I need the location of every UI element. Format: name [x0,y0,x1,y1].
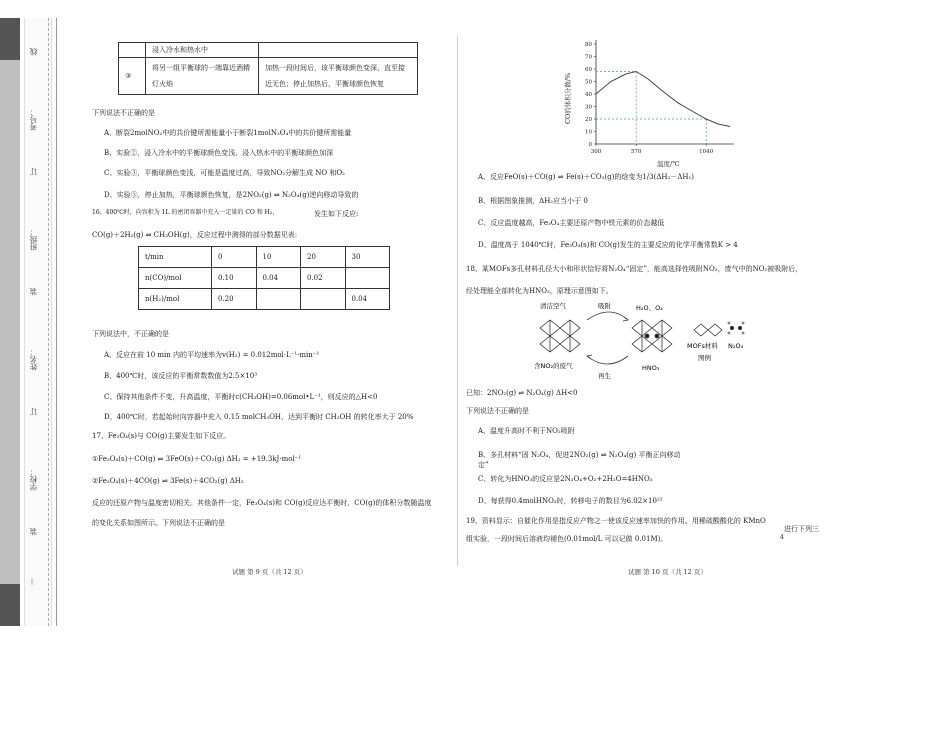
label-clean-air: 清洁空气 [540,302,566,310]
q16-data-table [138,246,390,310]
q18-option-b-tail: 定” [478,461,489,469]
chart-y-tick-label: 10 [585,129,592,136]
table-row [139,268,390,289]
label-hno3: HNO₃ [642,364,660,372]
chart-x-tick-label: 570 [630,149,642,155]
label-h2o-o2: H₂O、O₂ [636,304,663,312]
q16-stem: 16、400℃时，向容积为 1L 的密闭容器中充入一定量的 CO 和 H₂， [92,209,279,216]
binding-block-bottom [0,584,20,626]
q18-known: 已知：2NO₂(g) ⇌ N₂O₄(g) ΔH<0 [466,389,578,397]
q16-prompt: 下列说法中，不正确的是 [92,330,169,338]
table-cell: 浸入冷水和热水中 [146,43,259,58]
binding-label: 订 [29,408,38,416]
table-row [139,289,390,310]
q19-subscript: 4 [780,534,784,541]
mofs-mesh-left [540,320,580,352]
binding-margin [0,18,74,626]
q18-stem: 18、某MOFs多孔材料孔径大小和形状恰好将N₂O₄“固定”，能高选择性吸附NO₂，废气中的NO₂被吸附后， [466,265,803,273]
q17-option-d[interactable]: D、温度高于 1040℃时，Fe₃O₄(s)和 CO(g)发生的主要反应的化学平衡常数K > 4 [478,241,738,249]
q17-equation-2: ②Fe₃O₄(s)＋4CO(g) ⇌ 3Fe(s)＋4CO₂(g) ΔH₂ [92,477,244,485]
table-header-cell: t/min [139,247,212,268]
q16-option-c[interactable]: C、保持其他条件不变，升高温度，平衡时c(CH₃OH)=0.06mol•L⁻¹，则反应的△H<0 [104,393,378,401]
q18-option-c[interactable]: C、转化为HNO₃的反应是2N₂O₄+O₂+2H₂O=4HNO₃ [478,475,653,483]
binding-label: 装 [29,288,38,296]
q17-equation-1: ①Fe₃O₄(s)＋CO(g) ⇌ 3FeO(s)＋CO₂(g) ΔH₁ = +19.3kJ·mol⁻¹ [92,455,302,463]
label-regenerate: 再生 [598,372,611,380]
q15-option-a[interactable]: A、断裂2molNO₂中的共价键所需能量小于断裂1molN₂O₄中的共价键所需能量 [104,129,352,137]
q15-option-b[interactable]: B、实验②，浸入冷水中的平衡球颜色变浅、浸入热水中的平衡球颜色加深 [104,149,334,157]
table-cell [119,43,146,58]
binding-strip [0,18,20,626]
q19-stem: 19、资料显示：自催化作用是指反应产物之一使该反应速率加快的作用。用稀硫酸酸化的 KMnO [466,517,766,525]
chart-y-tick-label: 70 [585,54,592,61]
label-waste-gas: 含NO₂的废气 [534,362,573,370]
q18-prompt: 下列说法不正确的是 [466,407,529,415]
chart-y-tick-label: 50 [585,79,592,86]
table-cell: 将另一组平衡球的一端靠近酒精灯火焰 [146,58,259,95]
table-cell [345,268,390,289]
q16-option-d[interactable]: D、400℃时，若起始时向容器中充入 0.15 molCH₃OH，达到平衡时 CH₃OH 的转化率大于 20% [104,413,414,421]
binding-label: 学校： [29,468,38,491]
q18-option-d[interactable]: D、每获得0.4molHNO₃时，转移电子的数目为6.02×10²² [478,497,663,505]
table-header-cell: 10 [256,247,301,268]
legend-mofs-mesh [694,324,722,336]
legend-label-mofs: MOFs材料 [687,342,718,350]
chart-x-axis-label: 温度/℃ [657,160,680,168]
mofs-cycle-diagram [532,298,792,388]
table-cell: ③ [119,58,146,95]
table-row [119,43,418,58]
q17-option-b[interactable]: B、根据图象推测，ΔH₂应当小于 0 [478,197,588,205]
chart-y-tick-label: 30 [585,104,592,111]
q18-stem-2: 经处理能全部转化为HNO₃，原理示意图如下。 [466,287,613,295]
table-header-cell: 30 [345,247,390,268]
regen-arrowhead [587,355,592,359]
q17-option-a[interactable]: A、反应FeO(s)＋CO(g) ⇌ Fe(s)＋CO₂(g)的焓变为1/3(ΔH₂－ΔH₁) [478,173,694,181]
binding-dashed-line [48,18,49,626]
column-divider [457,36,458,566]
chart-x-tick-label: 1040 [699,149,714,155]
q16-option-b[interactable]: B、400℃时，该反应的平衡常数数值为2.5×10³ [104,372,258,380]
q15-option-c[interactable]: C、实验③，平衡球颜色变浅，可能是温度过高，导致NO₂分解生成 NO 和O₂ [104,169,345,177]
q19-stem-2: 组实验，一段时间后溶液均褪色(0.01mol/L 可以记做 0.01M)。 [466,535,668,543]
q17-description: 反应的还原产物与温度密切相关。其他条件一定，Fe₃O₄(s)和 CO(g)反应达平衡时，CO(g)的体积分数随温度 [92,499,432,507]
q17-intro: 17、Fe₃O₄(s)与 CO(g)主要发生如下反应。 [92,432,231,440]
page-footer-left: 试题 第 9 页（共 12 页） [232,568,307,576]
q17-option-c[interactable]: C、反应温度越高，Fe₃O₄主要还原产物中铁元素的价态越低 [478,219,665,227]
table-row [119,58,418,95]
binding-label: 装 [29,528,38,536]
label-adsorb: 吸附 [598,302,611,310]
table-header-row [139,247,390,268]
co-fraction-chart [560,36,740,171]
table-cell: n(H₂)/mol [139,289,212,310]
table-header-cell: 0 [212,247,257,268]
binding-rule [56,18,57,626]
q19-stem-tail: 进行下列三 [784,525,819,533]
q15-option-d[interactable]: D、实验③，停止加热，平衡球颜色恢复，是2NO₂(g) ⇌ N₂O₄(g)逆向移动导致的 [104,191,359,199]
mofs-mesh-right [632,320,672,352]
chart-y-tick-label: 0 [588,142,592,148]
binding-label: 班级： [29,228,38,251]
chart-y-axis-label: CO的体积分数/% [564,72,572,124]
chart-y-tick-label: 20 [585,117,592,123]
q16-option-a[interactable]: A、反应在前 10 min 内的平均速率为v(H₂) = 0.012mol·L⁻¹·min⁻¹ [104,351,320,359]
table-cell [256,289,301,310]
table-cell: 0.04 [345,289,390,310]
table-cell: n(CO)/mol [139,268,212,289]
binding-label: 订 [29,168,38,176]
q15-prompt: 下列说法不正确的是 [92,109,155,117]
chart-y-tick-label: 40 [585,92,592,98]
q17-description-2: 的变化关系如图所示。下列说法不正确的是 [92,519,225,527]
table-cell: 0.20 [212,289,257,310]
binding-block-top [0,18,20,60]
binding-label: 线 [29,48,38,56]
legend-n2o4-molecule [728,322,745,335]
table-cell [259,43,418,58]
chart-x-tick-label: 300 [590,149,602,155]
co-fraction-line [596,72,730,127]
page-footer-right: 试题 第 10 页（共 12 页） [628,568,707,576]
binding-label: 考号： [29,108,38,131]
q16-equation: CO(g)＋2H₂(g) ⇌ CH₃OH(g)，反应过程中测得的部分数据见表: [92,231,298,239]
table-cell: 加热一段时间后，该平衡球颜色变深，直至接近无色；停止加热后，平衡球颜色恢复 [259,58,418,95]
table-header-cell: 20 [301,247,346,268]
adsorb-arrow [587,312,628,320]
chart-y-tick-label: 80 [585,42,592,48]
q18-option-a[interactable]: A、温度升高时不利于NO₂吸附 [478,427,575,435]
table-cell: 0.04 [256,268,301,289]
table-cell: 0.02 [301,268,346,289]
table-cell [301,289,346,310]
table-cell: 0.10 [212,268,257,289]
chart-y-tick-label: 60 [585,67,592,73]
legend-label-n2o4: N₂O₄ [728,342,744,350]
q16-stem-tail: 发生如下反应: [314,210,359,218]
experiment-table [118,42,418,95]
legend-title: 图例 [698,354,711,362]
binding-label: ··· [28,578,37,586]
binding-label: 姓名： [29,348,38,371]
q18-option-b[interactable]: B、多孔材料“固 N₂O₄，促进2NO₂(g) ⇌ N₂O₄(g) 平衡正向移动 [478,451,681,459]
regen-arrow [587,356,628,364]
